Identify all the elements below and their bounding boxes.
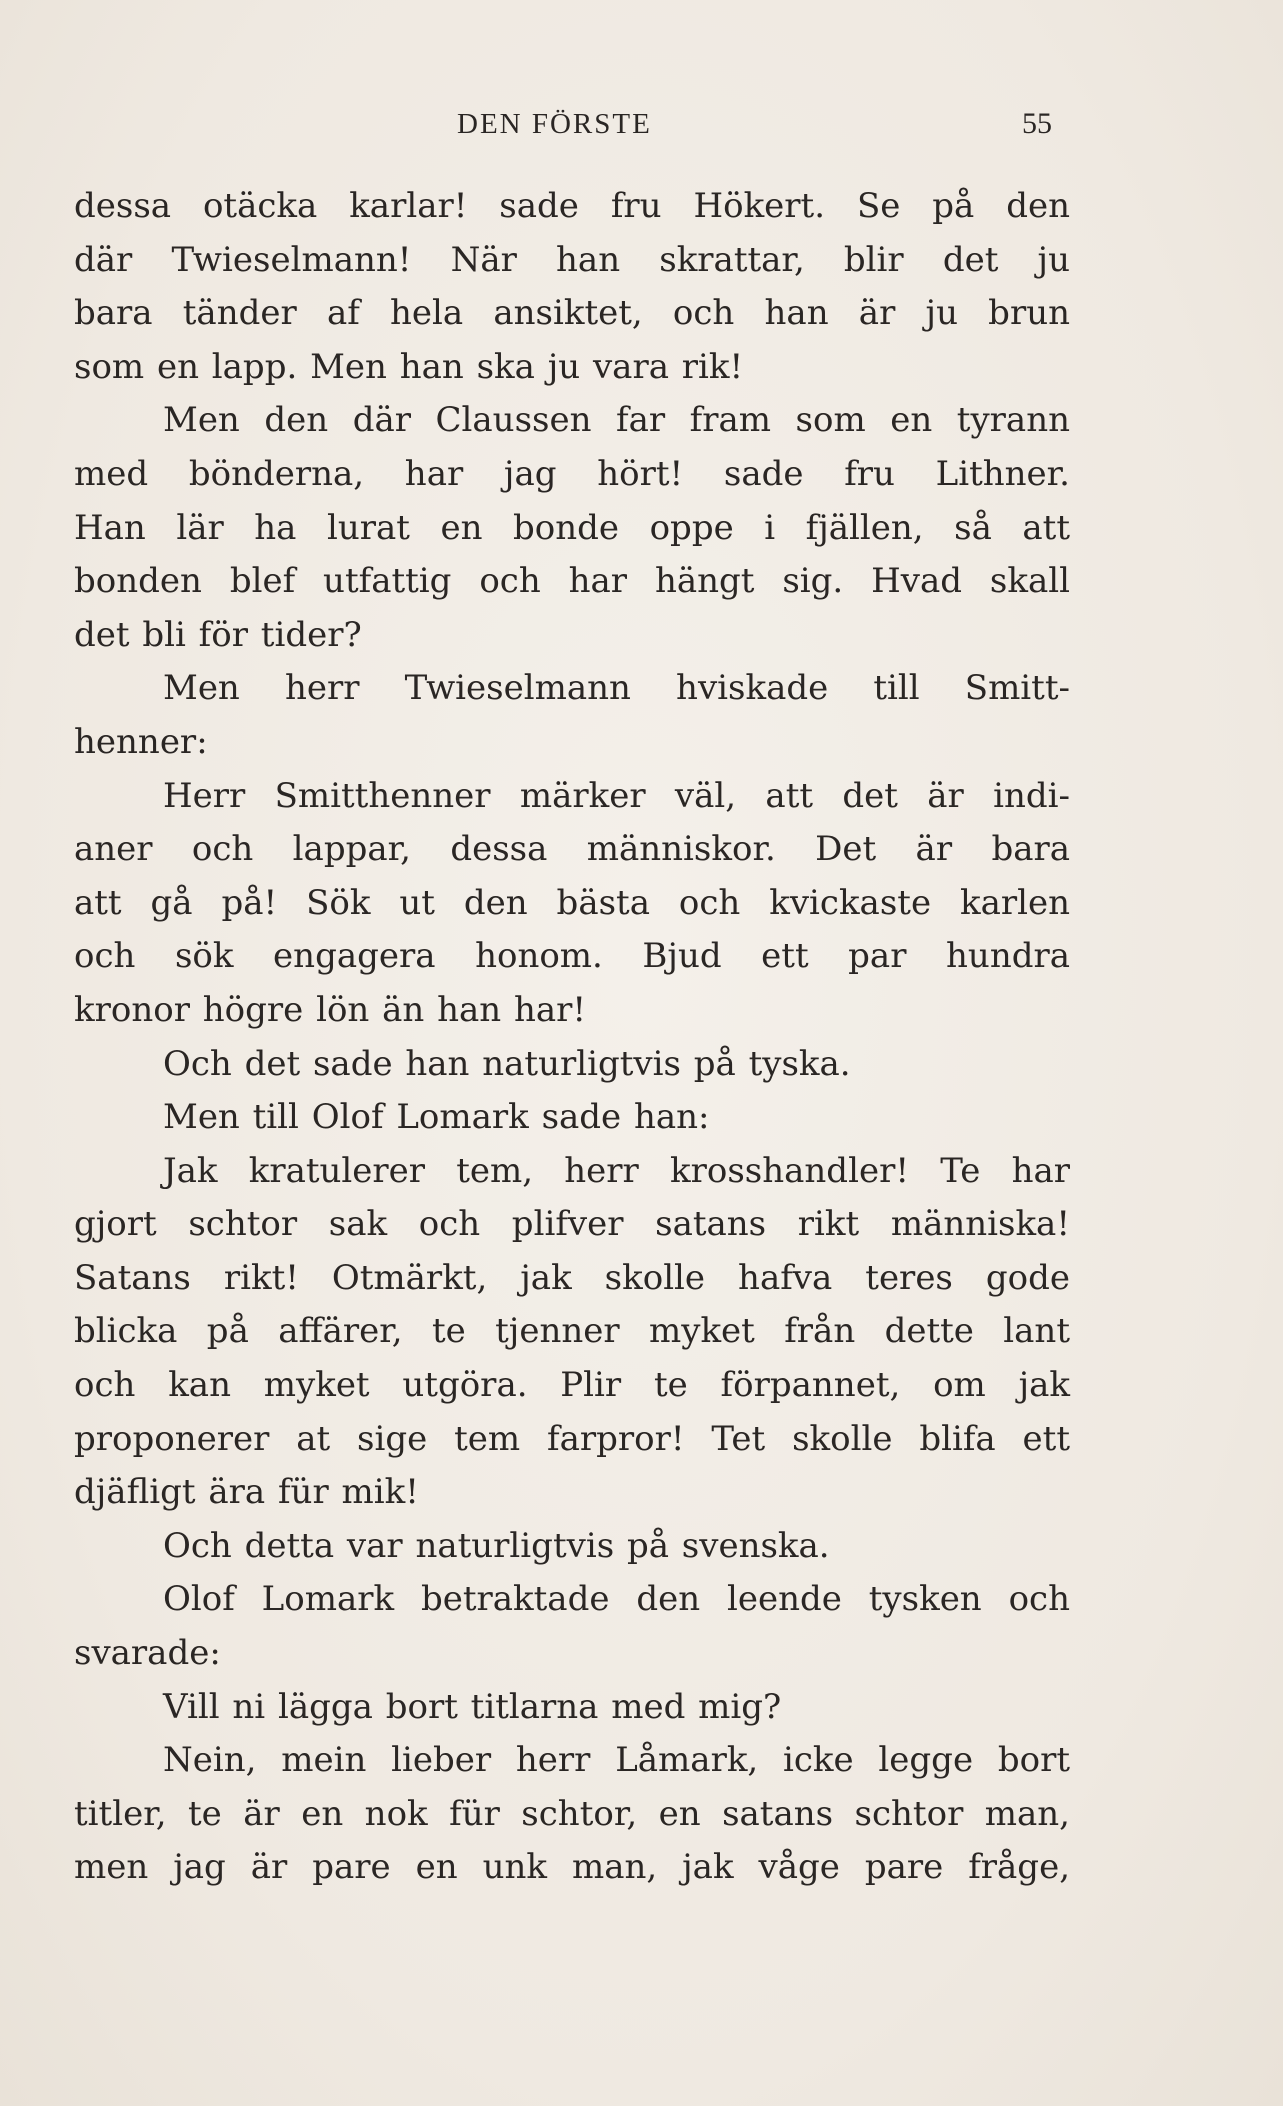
text-line: Satans rikt! Otmärkt, jak skolle hafva teres gode (74, 1257, 1070, 1298)
page-number: 55 (1022, 107, 1052, 140)
text-line: djäfligt ära für mik! (74, 1472, 419, 1513)
running-title: DEN FÖRSTE (457, 108, 652, 140)
text-line: bonden blef utfattig och har hängt sig. Hvad skall (74, 561, 1070, 602)
text-line: med bönderna, har jag hört! sade fru Lithner. (74, 453, 1070, 494)
text-line: Olof Lomark betraktade den leende tysken och (163, 1579, 1070, 1620)
text-line: Vill ni lägga bort titlarna med mig? (163, 1686, 782, 1727)
text-line: men jag är pare en unk man, jak våge pare fråge, (74, 1847, 1070, 1888)
text-line: blicka på affärer, te tjenner myket från dette lant (74, 1311, 1070, 1352)
text-line: bara tänder af hela ansiktet, och han är ju brun (74, 293, 1070, 334)
text-line: Nein, mein lieber herr Låmark, icke legge bort (163, 1740, 1070, 1781)
text-line: Men herr Twieselmann hviskade till Smitt- (163, 668, 1070, 709)
text-line: Jak kratulerer tem, herr krosshandler! Te har (163, 1150, 1070, 1191)
text-line: gjort schtor sak och plifver satans rikt människa! (74, 1204, 1070, 1245)
text-line: kronor högre lön än han har! (74, 989, 587, 1030)
text-line: och sök engagera honom. Bjud ett par hundra (74, 936, 1070, 977)
running-head (0, 104, 1283, 144)
text-line: där Twieselmann! När han skrattar, blir det ju (74, 239, 1070, 280)
text-line: Men till Olof Lomark sade han: (163, 1097, 710, 1138)
text-line: Och detta var naturligtvis på svenska. (163, 1525, 830, 1566)
text-line: dessa otäcka karlar! sade fru Hökert. Se på den (74, 186, 1070, 226)
text-line: Men den där Claussen far fram som en tyrann (163, 400, 1070, 441)
text-line: att gå på! Sök ut den bästa och kvickaste karlen (74, 882, 1070, 923)
text-line: Han lär ha lurat en bonde oppe i fjällen, så att (74, 507, 1070, 548)
text-line: Herr Smitthenner märker väl, att det är indi- (163, 775, 1070, 816)
text-line: henner: (74, 721, 208, 762)
text-line: Och det sade han naturligtvis på tyska. (163, 1043, 851, 1084)
text-line: det bli för tider? (74, 614, 362, 655)
text-body (74, 180, 1070, 1895)
text-line: aner och lappar, dessa människor. Det är bara (74, 829, 1070, 870)
text-line: svarade: (74, 1633, 221, 1674)
text-line: proponerer at sige tem farpror! Tet skolle blifa ett (74, 1418, 1070, 1459)
text-line: titler, te är en nok für schtor, en satans schtor man, (74, 1793, 1070, 1834)
text-line: som en lapp. Men han ska ju vara rik! (74, 346, 744, 387)
text-line: och kan myket utgöra. Plir te förpannet, om jak (74, 1365, 1070, 1406)
